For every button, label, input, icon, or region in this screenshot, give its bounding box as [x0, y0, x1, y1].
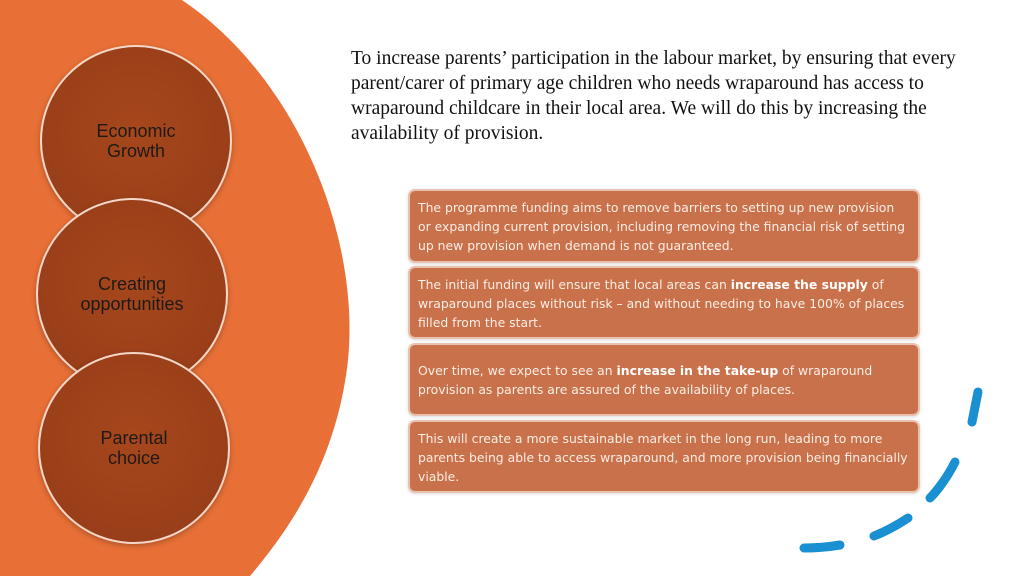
- info-box-2: [408, 266, 920, 339]
- circle-label-line1: Creating: [97, 274, 167, 294]
- box-text: Over time, we expect to see an: [418, 363, 617, 378]
- box-text: This will create a more sustainable market in the long run, leading to more parents being able to access wraparound, and more provision being financially viable.: [418, 431, 908, 484]
- box-bold-text: increase in the take-up: [616, 363, 779, 378]
- circle-label-line2: opportunities: [80, 294, 184, 314]
- box-text: The programme funding aims to remove barriers to setting up new provision or expanding current provision, including removing the financial risk of setting up new provision when demand is not guaranteed.: [418, 200, 905, 253]
- info-box-1: [408, 189, 920, 263]
- box-bold-text: increase the supply: [730, 277, 868, 292]
- circle-label-line2: choice: [107, 448, 161, 468]
- box-text-tail: of wraparound places without risk – and without needing to have 100% of places filled from the start.: [418, 277, 905, 330]
- circle-parental-choice: [38, 352, 230, 544]
- box-text-tail: of wraparound provision as parents are assured of the availability of places.: [418, 363, 873, 397]
- circle-label-line1: Economic: [96, 121, 176, 141]
- info-box-3: [408, 343, 920, 416]
- intro-paragraph: To increase parents’ participation in the labour market, by ensuring that every parent/carer of primary age children who needs wraparound has access to wraparound childcare in their local area. We will do this by increasing the availability of provision.: [351, 48, 956, 144]
- info-box-4: [408, 420, 920, 493]
- circle-label-line1: Parental: [100, 428, 168, 448]
- circle-label-line2: Growth: [106, 141, 166, 161]
- box-text: The initial funding will ensure that local areas can: [418, 277, 731, 292]
